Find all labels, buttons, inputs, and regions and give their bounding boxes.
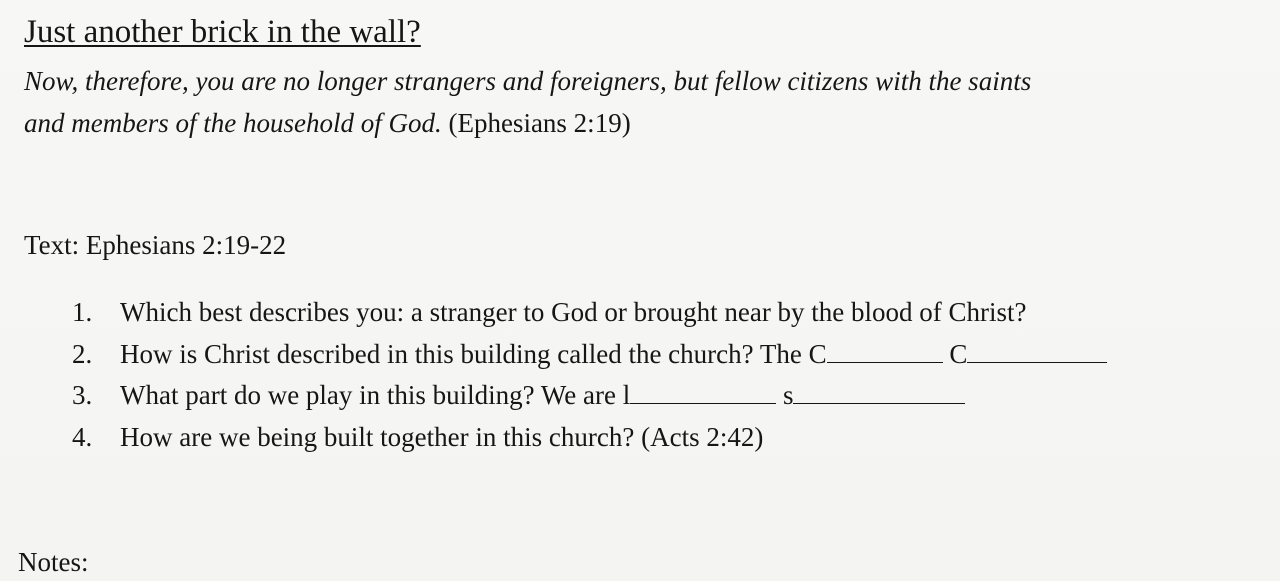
question-number: 3. xyxy=(72,380,93,410)
question-item xyxy=(72,375,1280,417)
question-list xyxy=(72,292,1280,458)
verse-line-1-text: Now, therefore, you are no longer strangers and foreigners, but fellow citizens with the saints xyxy=(24,66,1032,96)
verse-quote xyxy=(24,60,1280,144)
question-text-continued: s xyxy=(776,380,794,410)
question-item xyxy=(72,417,1280,459)
scripture-text-reference: Text: Ephesians 2:19-22 xyxy=(24,230,287,260)
question-text-continued: C xyxy=(942,338,968,369)
verse-reference: (Ephesians 2:19) xyxy=(441,108,631,138)
question-item xyxy=(72,334,1280,376)
page-title: Just another brick in the wall? xyxy=(24,14,421,50)
question-text: How is Christ described in this building called the church? The C xyxy=(120,338,827,369)
verse-line-2-text: and members of the household of God. xyxy=(24,108,442,138)
question-number: 2. xyxy=(72,338,93,369)
fill-in-blank[interactable] xyxy=(827,340,943,363)
fill-in-blank[interactable] xyxy=(967,340,1107,363)
question-number: 4. xyxy=(72,421,93,452)
fill-in-blank[interactable] xyxy=(793,381,965,404)
question-number: 1. xyxy=(72,297,93,327)
notes-label: Notes: xyxy=(18,547,89,577)
verse-line-2 xyxy=(24,102,1280,144)
question-text: How are we being built together in this church? (Acts 2:42) xyxy=(120,421,764,452)
question-text: Which best describes you: a stranger to God or brought near by the blood of Christ? xyxy=(120,297,1027,327)
verse-line-1 xyxy=(24,60,1280,102)
fill-in-blank[interactable] xyxy=(630,381,776,404)
question-item xyxy=(72,292,1280,334)
question-text: What part do we play in this building? We are l xyxy=(120,380,631,410)
